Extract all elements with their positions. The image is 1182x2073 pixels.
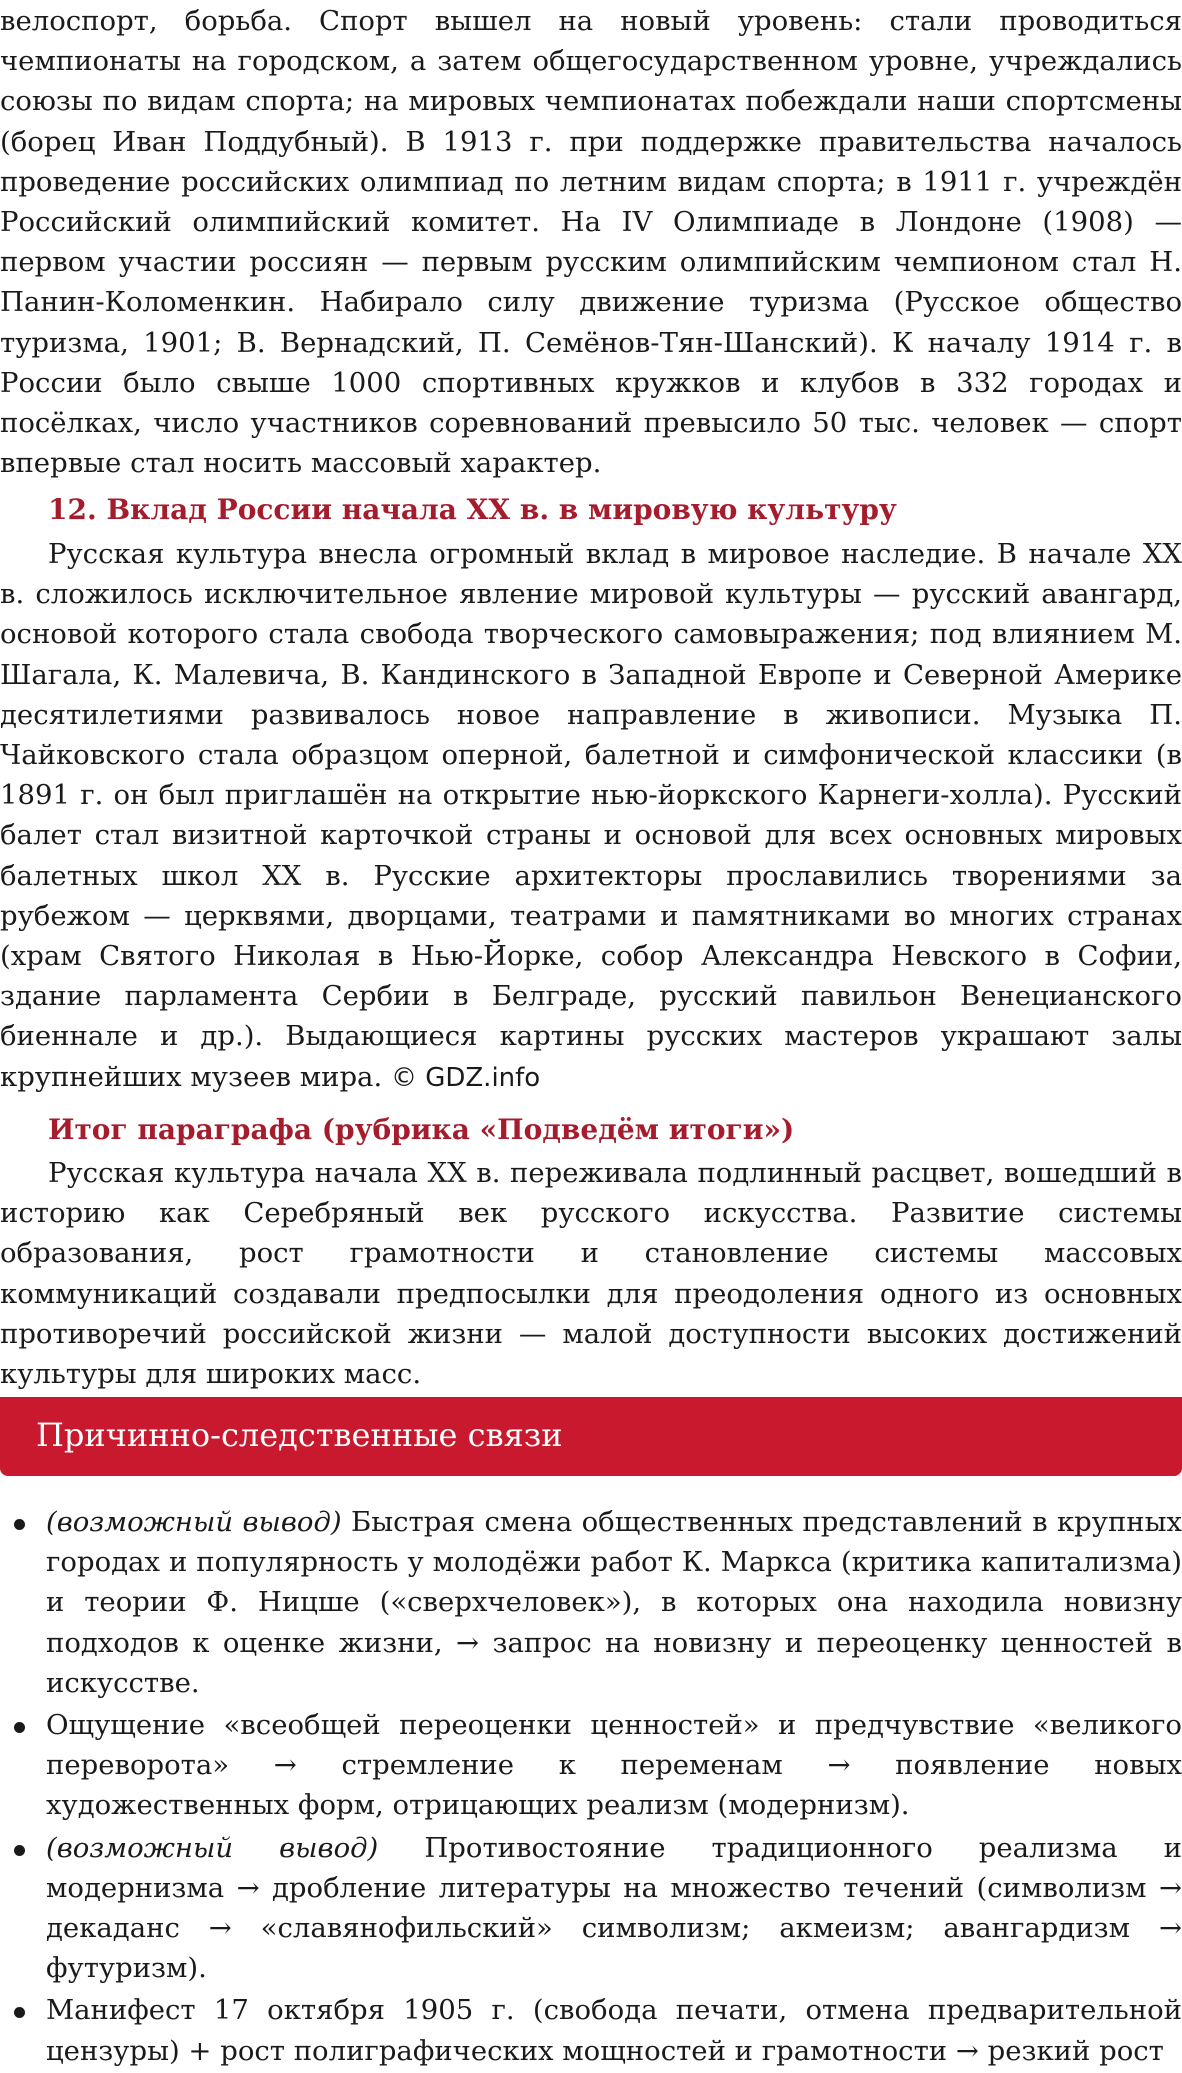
summary-paragraph: Русская культура начала XX в. переживала подлинный расцвет, вошедший в историю как Серебряный век русского искусства. Развитие системы образования, рост грамотности и становление системы массовых коммуникаций создавали предпосылки для преодоления одного из основных противоречий российской жизни — малой доступности высоких достижений культуры для широких масс.	[0, 1157, 1182, 1391]
causal-list	[0, 1502, 1182, 2073]
item-text: Манифест 17 октября 1905 г. (свобода печати, отмена предварительной цензуры) + рост полиграфических мощностей и грамотности → резкий рост	[46, 1994, 1182, 2067]
copyright-mark: © GDZ.info	[390, 1062, 541, 1093]
item-hedge: (возможный вывод)	[46, 1831, 379, 1864]
section-12	[0, 490, 1182, 1098]
bullet-icon	[14, 1519, 25, 1530]
section-12-paragraph	[0, 534, 1182, 1098]
causal-banner-title: Причинно-следственные связи	[36, 1416, 563, 1454]
list-item	[0, 1502, 1182, 1703]
bullet-icon	[14, 1845, 25, 1856]
list-item	[0, 1828, 1182, 1989]
list-item	[0, 1990, 1182, 2070]
item-text: Противостояние традиционного реализма и модернизма → дробление литературы на множество течений (символизм → декаданс → «славянофильский» символизм; акмеизм; авангардизм → футуризм).	[46, 1831, 1182, 1985]
intro-paragraph: велоспорт, борьба. Спорт вышел на новый уровень: стали проводиться чемпионаты на городском, а затем общегосударственном уровне, учреждались союзы по видам спорта; на мировых чемпионатах побеждали наши спортсмены (борец Иван Поддубный). В 1913 г. при поддержке правительства началось проведение российских олимпиад по летним видам спорта; в 1911 г. учреждён Российский олимпийский комитет. На IV Олимпиаде в Лондоне (1908) — первом участии россиян — первым русским олимпийским чемпионом стал Н. Панин-Коломенкин. Набирало силу движение туризма (Русское общество туризма, 1901; В. Вернадский, П. Семёнов-Тян-Шанский). К началу 1914 г. в России было свыше 1000 спортивных кружков и клубов в 332 городах и посёлках, число участников соревнований превысило 50 тыс. человек — спорт впервые стал носить массовый характер.	[0, 5, 1182, 480]
intro-section	[0, 1, 1182, 483]
causal-banner	[0, 1397, 1182, 1476]
bullet-icon	[14, 2007, 25, 2018]
summary-heading: Итог параграфа (рубрика «Подведём итоги»)	[48, 1113, 795, 1146]
list-item	[0, 1705, 1182, 1826]
item-text: Ощущение «всеобщей переоценки ценностей» и предчувствие «великого переворота» → стремление к переменам → появление новых художественных форм, отрицающих реализм (модернизм).	[46, 1709, 1182, 1822]
item-hedge: (возможный вывод)	[46, 1506, 342, 1538]
section-12-heading: 12. Вклад России начала XX в. в мировую культуру	[48, 493, 897, 526]
item-text: Быстрая смена общественных представлений в крупных городах и популярность у молодёжи работ К. Маркса (критика капитализма) и теории Ф. Ницше («сверхчеловек»), в которых она находила новизну подходов к оценке жизни, → запрос на новизну и переоценку ценностей в искусстве.	[46, 1506, 1182, 1699]
bullet-icon	[14, 1722, 25, 1733]
summary-section	[0, 1110, 1182, 1394]
section-12-text: Русская культура внесла огромный вклад в мировое наследие. В начале XX в. сложилось исключительное явление мировой культуры — русский авангард, основой которого стала свобода творческого самовыражения; под влиянием М. Шагала, К. Малевича, В. Кандинского в Западной Европе и Северной Америке десятилетиями развивалось новое направление в живописи. Музыка П. Чайковского стала образцом оперной, балетной и симфонической классики (в 1891 г. он был приглашён на открытие нью-йоркского Карнеги-холла). Русский балет стал визитной карточкой страны и основой для всех основных мировых балетных школ XX в. Русские архитекторы прославились творениями за рубежом — церквями, дворцами, театрами и памятниками во многих странах (храм Святого Николая в Нью-Йорке, собор Александра Невского в Софии, здание парламента Сербии в Белграде, русский павильон Венецианского биеннале и др.). Выдающиеся картины русских мастеров украшают залы крупнейших музеев мира.	[0, 538, 1182, 1093]
